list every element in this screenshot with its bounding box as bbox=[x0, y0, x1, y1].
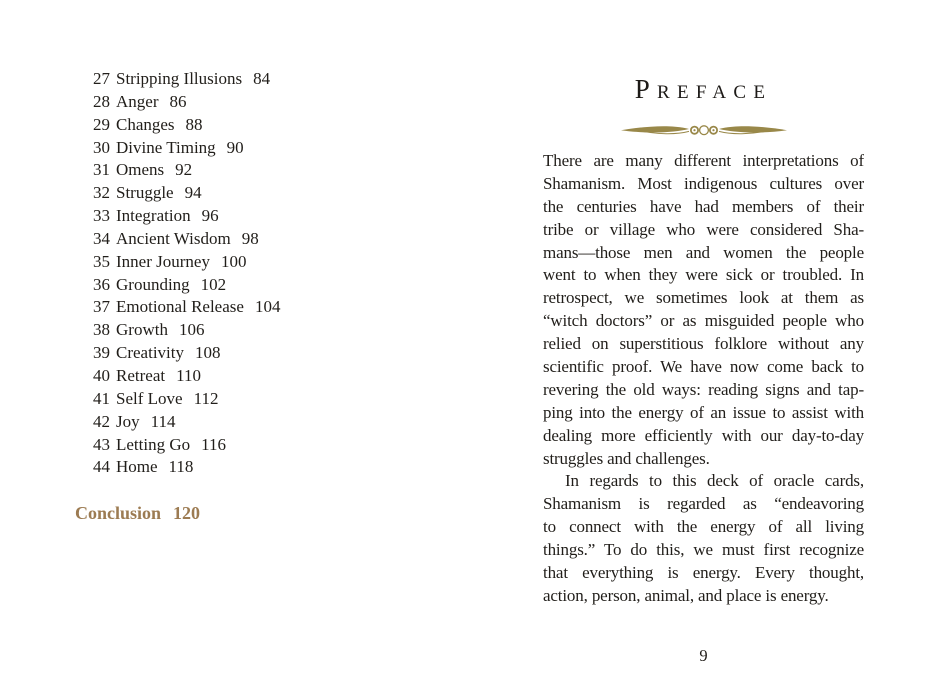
toc-entry bbox=[93, 137, 280, 160]
toc-entry-title: Home bbox=[116, 457, 158, 477]
toc-entry-number: 33 bbox=[93, 206, 110, 226]
toc-entry-title: Letting Go bbox=[116, 434, 191, 454]
preface-body bbox=[543, 150, 864, 608]
toc-entry bbox=[93, 159, 280, 182]
toc-entry bbox=[93, 114, 280, 137]
preface-line: action, person, animal, and place is energy. bbox=[543, 585, 829, 605]
toc-entry-number: 37 bbox=[93, 297, 110, 317]
toc-entry-page: 116 bbox=[201, 434, 227, 454]
preface-line: retrospect, we sometimes look at them as bbox=[543, 288, 864, 308]
preface-title: Preface bbox=[634, 74, 773, 104]
preface-line: went to when they were sick or troubled. In bbox=[543, 265, 864, 285]
toc-entry-title: Emotional Release bbox=[116, 297, 244, 317]
preface-line: There are many different interpretations of bbox=[543, 151, 864, 170]
toc-entry-number: 36 bbox=[93, 274, 110, 294]
toc-entry-number: 44 bbox=[93, 457, 110, 477]
toc-entry bbox=[93, 342, 280, 365]
preface-line: scientific proof. We have now come back to bbox=[543, 357, 864, 377]
toc-entry-page: 90 bbox=[226, 137, 244, 157]
preface-line: that everything is energy. Every thought, bbox=[543, 563, 864, 583]
toc-entry-title: Retreat bbox=[116, 365, 166, 385]
preface-line: revering the old ways: reading signs and tap- bbox=[543, 379, 864, 399]
toc-entry-page: 110 bbox=[176, 365, 201, 385]
toc-entry-page: 106 bbox=[178, 320, 205, 340]
toc-entry-page: 92 bbox=[175, 160, 193, 180]
toc-entry-title: Stripping Illusions bbox=[116, 69, 243, 88]
toc-entry-title: Omens bbox=[116, 160, 165, 180]
toc-entry-number: 29 bbox=[93, 114, 110, 134]
toc-entry bbox=[93, 91, 280, 114]
preface-line: Shamanism. Most indigenous cultures over bbox=[543, 173, 864, 193]
toc-entry bbox=[93, 182, 280, 205]
toc-entry bbox=[93, 411, 280, 434]
toc-entry-page: 100 bbox=[220, 251, 247, 271]
toc-entry-page: 112 bbox=[193, 388, 219, 408]
toc-entry bbox=[93, 274, 280, 297]
toc-entry-title: Anger bbox=[116, 91, 159, 111]
preface-line: things.” To do this, we must first recognize bbox=[543, 540, 864, 560]
toc-entry-number: 27 bbox=[93, 69, 110, 88]
toc-entry-page: 98 bbox=[241, 228, 259, 248]
toc-entry-title: Integration bbox=[116, 206, 191, 226]
toc-entry bbox=[93, 434, 280, 457]
toc-entry-title: Creativity bbox=[116, 343, 184, 363]
toc-entry-number: 31 bbox=[93, 160, 110, 180]
preface-line: relied on superstitious folklore without any bbox=[543, 334, 864, 354]
toc-entry-page: 104 bbox=[254, 297, 281, 317]
toc-entry bbox=[93, 365, 280, 388]
toc-entry-number: 34 bbox=[93, 228, 110, 248]
toc-entry-page: 86 bbox=[169, 91, 187, 111]
toc-entry bbox=[93, 388, 280, 411]
toc-entry bbox=[93, 205, 280, 228]
toc-entry-page: 96 bbox=[201, 206, 219, 226]
preface-line: tribe or village who were considered Sha- bbox=[543, 219, 864, 239]
toc-entry-number: 38 bbox=[93, 320, 110, 340]
toc-entry-page: 118 bbox=[168, 457, 194, 477]
toc-entry-number: 39 bbox=[93, 343, 110, 363]
table-of-contents bbox=[93, 68, 280, 479]
toc-entry bbox=[93, 456, 280, 479]
toc-entry-title: Ancient Wisdom bbox=[116, 228, 231, 248]
preface-line: dealing more efficiently with our day-to-day bbox=[543, 425, 864, 445]
toc-entry-number: 30 bbox=[93, 137, 110, 157]
toc-entry-page: 94 bbox=[184, 183, 202, 203]
toc-entry bbox=[93, 296, 280, 319]
toc-entry-page: 84 bbox=[253, 69, 271, 88]
toc-entry-number: 43 bbox=[93, 434, 110, 454]
preface-line: In regards to this deck of oracle cards, bbox=[565, 471, 864, 491]
toc-entry bbox=[93, 68, 280, 91]
toc-entry-number: 41 bbox=[93, 388, 110, 408]
toc-entry-page: 88 bbox=[185, 114, 203, 134]
toc-conclusion-page: 120 bbox=[173, 503, 201, 523]
preface-line: ping into the energy of an issue to assist with bbox=[543, 402, 864, 422]
toc-entry-number: 40 bbox=[93, 365, 110, 385]
preface-line: mans—those men and women the people bbox=[543, 242, 864, 262]
toc-entry-page: 108 bbox=[194, 343, 221, 363]
preface-line: Shamanism is regarded as “endeavoring bbox=[543, 494, 864, 514]
toc-entry-number: 32 bbox=[93, 183, 110, 203]
toc-entry-number: 28 bbox=[93, 91, 110, 111]
toc-entry-title: Divine Timing bbox=[116, 137, 216, 157]
preface-line: “witch doctors” or as misguided people who bbox=[543, 311, 864, 331]
preface-line: struggles and challenges. bbox=[543, 448, 710, 468]
flourish-ornament-icon bbox=[579, 122, 829, 138]
toc-entry-title: Grounding bbox=[116, 274, 190, 294]
toc-entry bbox=[93, 228, 280, 251]
preface-line: the centuries have had members of their bbox=[543, 196, 864, 216]
toc-entry-title: Self Love bbox=[116, 388, 183, 408]
toc-entry-page: 102 bbox=[200, 274, 227, 294]
toc-entry-number: 42 bbox=[93, 411, 110, 431]
toc-entry-title: Inner Journey bbox=[116, 251, 210, 271]
preface-line: to connect with the energy of all living bbox=[543, 517, 864, 537]
toc-conclusion bbox=[75, 503, 200, 524]
toc-entry bbox=[93, 319, 280, 342]
toc-entry-number: 35 bbox=[93, 251, 110, 271]
toc-entry-title: Joy bbox=[116, 411, 140, 431]
toc-entry-title: Changes bbox=[116, 114, 175, 134]
toc-entry-title: Struggle bbox=[116, 183, 174, 203]
toc-entry-page: 114 bbox=[150, 411, 176, 431]
toc-entry-title: Growth bbox=[116, 320, 168, 340]
toc-entry bbox=[93, 251, 280, 274]
toc-conclusion-label: Conclusion bbox=[75, 503, 162, 523]
ornament-divider bbox=[543, 122, 864, 138]
page-number: 9 bbox=[699, 646, 708, 665]
